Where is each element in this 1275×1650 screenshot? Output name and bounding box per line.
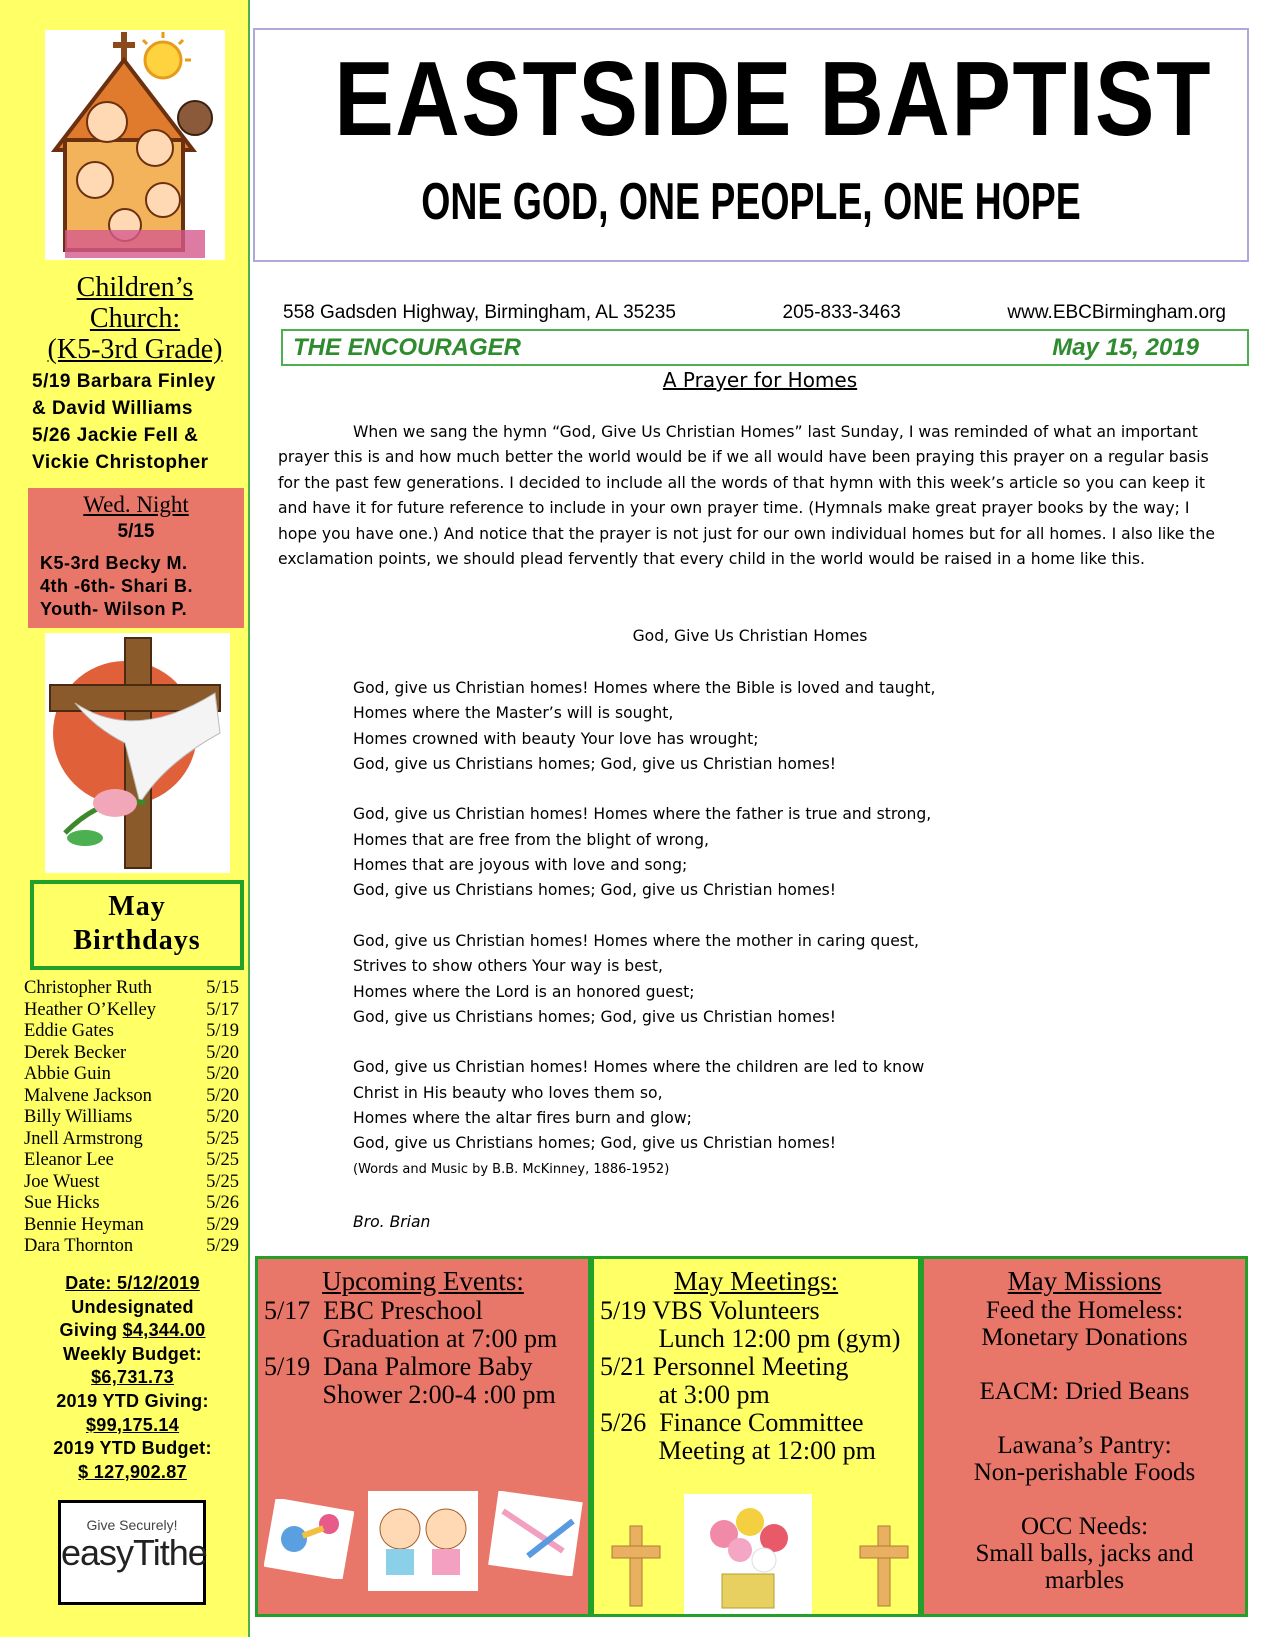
may-birthdays-title-line1: May <box>108 891 166 922</box>
hymn-title: God, Give Us Christian Homes <box>632 627 868 645</box>
twin-babies-illustration <box>368 1491 478 1591</box>
birthday-date: 5/17 <box>206 999 239 1020</box>
hymn-line: Homes where the Master’s will is sought, <box>353 704 674 723</box>
childrens-church-title <box>20 272 250 365</box>
birthday-date: 5/20 <box>206 1085 239 1106</box>
birthday-name: Heather O’Kelley <box>24 999 157 1020</box>
birthday-date: 5/20 <box>206 1064 239 1084</box>
cross-icon <box>608 1524 664 1609</box>
may-meetings-list <box>600 1297 918 1465</box>
upcoming-events-title: Upcoming Events: <box>322 1266 524 1296</box>
mission-spacer <box>924 1351 1245 1378</box>
birthday-date: 5/29 <box>206 1236 239 1256</box>
birthday-row <box>24 1064 239 1086</box>
birthday-row <box>24 1150 239 1172</box>
hymn-line: Christ in His beauty who loves them so, <box>353 1083 663 1102</box>
hymn-line: God, give us Christians homes; God, give us Christian homes! <box>353 1007 837 1026</box>
may-birthdays-heading <box>30 880 244 970</box>
may-meetings-title: May Meetings: <box>673 1266 839 1296</box>
hymn-verse <box>353 676 935 777</box>
event-line: Shower 2:00-4 :00 pm <box>264 1380 556 1409</box>
birthday-name: Dara Thornton <box>24 1236 134 1256</box>
hymn-line: Strives to show others Your way is best, <box>353 957 663 976</box>
cross-icon <box>856 1524 912 1609</box>
may-missions-title: May Missions <box>1007 1266 1162 1296</box>
hymn-verse <box>353 929 935 1030</box>
meeting-line: at 3:00 pm <box>600 1380 770 1409</box>
birthday-date: 5/29 <box>206 1214 239 1235</box>
birthday-date: 5/15 <box>206 978 239 998</box>
birthday-name: Sue Hicks <box>24 1193 100 1213</box>
hymn-line: Homes that are free from the blight of wrong, <box>353 830 709 849</box>
birthday-date: 5/26 <box>206 1193 239 1213</box>
church-address: 558 Gadsden Highway, Birmingham, AL 35235 <box>283 302 676 323</box>
birthday-row <box>24 1107 239 1129</box>
birthday-date: 5/20 <box>206 1107 239 1127</box>
wed-night-line: K5-3rd Becky M. <box>40 553 188 573</box>
may-missions-list <box>924 1297 1245 1594</box>
birthday-name: Derek Becker <box>24 1042 127 1063</box>
ytd-budget-value: $ 127,902.87 <box>78 1461 187 1482</box>
hymn-line: Homes crowned with beauty Your love has wrought; <box>353 729 759 748</box>
birthday-name: Jnell Armstrong <box>24 1128 143 1149</box>
church-tagline: ONE GOD, ONE PEOPLE, ONE HOPE <box>421 173 1081 231</box>
birthday-name: Malvene Jackson <box>24 1085 152 1106</box>
undesignated-label: Undesignated <box>71 1296 194 1317</box>
childrens-church-line: 5/26 Jackie Fell & <box>32 425 199 446</box>
hymn-line: God, give us Christian homes! Homes where the mother in caring quest, <box>353 931 920 950</box>
article-signoff: Bro. Brian <box>353 1213 431 1231</box>
birthday-name: Eddie Gates <box>24 1021 114 1041</box>
event-line: 5/19 Dana Palmore Baby <box>264 1352 533 1381</box>
hymn-line: Homes that are joyous with love and song; <box>353 856 688 875</box>
hymn-line: God, give us Christians homes; God, give us Christian homes! <box>353 881 837 900</box>
may-birthdays-title-line2: Birthdays <box>73 925 201 956</box>
giving-label: Giving <box>59 1320 118 1341</box>
birthday-row <box>24 1172 239 1194</box>
mission-line: Non-perishable Foods <box>973 1459 1196 1486</box>
birthday-date: 5/20 <box>206 1042 239 1063</box>
childrens-church-line: Vickie Christopher <box>32 452 209 473</box>
birthday-row <box>24 1000 239 1022</box>
hymn-line: God, give us Christian homes! Homes where the father is true and strong, <box>353 805 932 824</box>
issue-date: May 15, 2019 <box>1052 333 1199 361</box>
hymn-line: God, give us Christian homes! Homes where the Bible is loved and taught, <box>353 679 936 697</box>
wed-night-box <box>28 488 244 628</box>
easytithe-brand: easyTithe <box>61 1532 207 1573</box>
church-website[interactable]: www.EBCBirmingham.org <box>1007 302 1226 323</box>
church-phone: 205-833-3463 <box>782 302 901 323</box>
newsletter-bar <box>281 329 1249 366</box>
childrens-church-title-line2: Church: <box>89 303 181 334</box>
meeting-line: Meeting at 12:00 pm <box>600 1436 876 1465</box>
birthday-name: Billy Williams <box>24 1107 133 1127</box>
hymn-line: God, give us Christian homes! Homes where the children are led to know <box>353 1058 925 1077</box>
childrens-church-title-line3: (K5-3rd Grade) <box>47 334 223 365</box>
mission-line: Small balls, jacks and <box>975 1540 1194 1567</box>
may-meetings-box <box>591 1256 921 1617</box>
birthday-row <box>24 1129 239 1151</box>
birthday-row <box>24 1193 239 1215</box>
ytd-budget-label: 2019 YTD Budget: <box>53 1438 212 1459</box>
birthday-name: Bennie Heyman <box>24 1214 144 1235</box>
meeting-line: 5/21 Personnel Meeting <box>600 1352 849 1381</box>
mission-line: Feed the Homeless: <box>985 1297 1184 1324</box>
mission-line: Monetary Donations <box>981 1324 1188 1351</box>
childrens-church-title-line1: Children’s <box>76 272 194 303</box>
wed-night-list <box>40 552 244 621</box>
upcoming-events-box <box>255 1256 591 1617</box>
hymn-line: God, give us Christians homes; God, give us Christian homes! <box>353 1134 837 1153</box>
safety-pin-illustration <box>488 1491 583 1576</box>
weekly-budget-value: $6,731.73 <box>91 1367 174 1388</box>
giving-date: Date: 5/12/2019 <box>65 1273 200 1293</box>
may-missions-box <box>921 1256 1248 1617</box>
event-line: 5/17 EBC Preschool <box>264 1296 483 1325</box>
childrens-church-schedule <box>32 368 216 476</box>
birthday-date: 5/25 <box>206 1171 239 1192</box>
article-intro: When we sang the hymn “God, Give Us Christian Homes” last Sunday, I was reminded of what an important prayer this is and how much better the world would be if we all would have been praying this prayer on a regular basis for the past few generations. I decided to include all the words of that hymn with this week’s article so you can keep it and have it for future reference to include in your own prayer time. (Hymnals make great prayer books by the way; I hope you have one.) And notice that the prayer is not just for our own individual homes but for all homes. I also like the exclamation points, we should plead fervently that every child in the world would be raised in a home like this. <box>278 423 1215 569</box>
mission-line: marbles <box>1044 1567 1125 1594</box>
wed-night-line: Youth- Wilson P. <box>40 599 188 619</box>
birthday-name: Joe Wuest <box>24 1171 100 1192</box>
hymn-verse <box>353 1055 935 1156</box>
baby-rattle-illustration <box>264 1499 354 1579</box>
hymn-line: Homes where the altar fires burn and glow; <box>353 1109 692 1128</box>
event-line: Graduation at 7:00 pm <box>264 1324 558 1353</box>
birthday-date: 5/19 <box>206 1021 239 1041</box>
mission-spacer <box>924 1405 1245 1432</box>
mission-line: Lawana’s Pantry: <box>997 1432 1172 1459</box>
giving-summary <box>20 1272 245 1484</box>
wed-night-line: 4th -6th- Shari B. <box>40 576 194 596</box>
sidebar <box>0 0 250 1637</box>
childrens-church-illustration <box>45 30 225 260</box>
hymn-credit: (Words and Music by B.B. McKinney, 1886-1952) <box>353 1162 670 1177</box>
newsletter-name: THE ENCOURAGER <box>293 333 522 361</box>
birthday-name: Eleanor Lee <box>24 1150 114 1170</box>
birthday-name: Christopher Ruth <box>24 978 152 998</box>
cross-with-lily-illustration <box>45 633 230 873</box>
hymn-lyrics <box>353 676 935 1157</box>
hymn-line: Homes where the Lord is an honored guest; <box>353 982 695 1001</box>
ytd-giving-value: $99,175.14 <box>85 1414 180 1435</box>
meeting-line: Lunch 12:00 pm (gym) <box>600 1324 901 1353</box>
church-name: EASTSIDE BAPTIST <box>334 40 1213 158</box>
wed-night-date: 5/15 <box>117 521 155 542</box>
childrens-church-line: 5/19 Barbara Finley <box>32 371 216 392</box>
birthday-date: 5/25 <box>206 1128 239 1149</box>
birthday-row <box>24 978 239 1000</box>
weekly-budget-label: Weekly Budget: <box>63 1343 202 1364</box>
birthday-row <box>24 1236 239 1258</box>
contact-line <box>283 302 1226 324</box>
easytithe-logo[interactable] <box>58 1500 206 1605</box>
masthead <box>253 28 1249 262</box>
hymn-verse <box>353 802 935 903</box>
birthday-row <box>24 1215 239 1237</box>
birthday-date: 5/25 <box>206 1150 239 1170</box>
birthday-row <box>24 1086 239 1108</box>
easytithe-tagline: Give Securely! <box>86 1517 178 1533</box>
hymn-line: God, give us Christians homes; God, give us Christian homes! <box>353 754 837 773</box>
meeting-line: 5/26 Finance Committee <box>600 1408 864 1437</box>
giving-value: $4,344.00 <box>122 1320 206 1341</box>
meeting-line: 5/19 VBS Volunteers <box>600 1296 820 1325</box>
childrens-church-line: & David Williams <box>32 398 193 419</box>
birthday-row <box>24 1043 239 1065</box>
article-title: A Prayer for Homes <box>662 368 858 392</box>
upcoming-events-list <box>264 1297 588 1409</box>
wed-night-title: Wed. Night <box>83 492 189 517</box>
birthday-name: Abbie Guin <box>24 1064 111 1084</box>
birthday-list <box>24 978 239 1258</box>
mission-spacer <box>924 1486 1245 1513</box>
birthday-row <box>24 1021 239 1043</box>
flower-bouquet-illustration <box>684 1494 812 1614</box>
mission-line: EACM: Dried Beans <box>979 1378 1190 1405</box>
ytd-giving-label: 2019 YTD Giving: <box>56 1390 209 1411</box>
mission-line: OCC Needs: <box>1020 1513 1149 1540</box>
giving-line <box>20 1319 245 1343</box>
